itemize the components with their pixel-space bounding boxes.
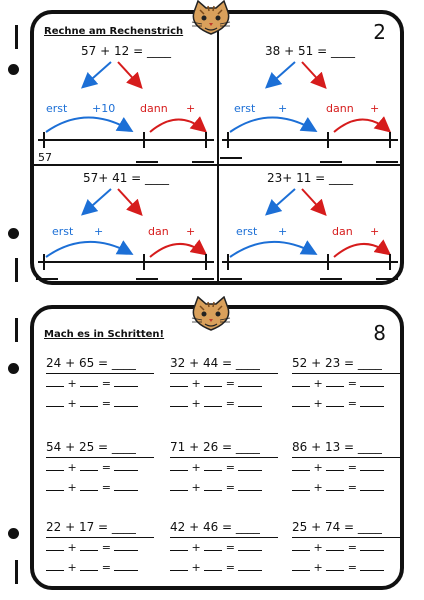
step-row[interactable]: + = [170,458,280,478]
second-step-label: dan [148,225,169,238]
step-row[interactable]: + = [46,374,156,394]
first-step-label: erst [234,102,256,115]
exercise-block [46,437,156,498]
step-row[interactable]: + = [292,538,402,558]
cat-mascot-icon [188,0,234,36]
binder-hole-icon [8,64,19,75]
split-arrow-blue [268,189,295,213]
jump-arc-blue [46,242,130,257]
second-step-label: dann [326,102,354,115]
exercise-block [170,437,280,498]
first-step-label: erst [52,225,74,238]
exercise-block [170,517,280,578]
second-step-label: dan [332,225,353,238]
step-row[interactable]: + = [292,558,402,578]
step-row[interactable]: + = [170,538,280,558]
number-line-task [220,40,400,165]
first-step-op: + [94,225,104,238]
jump-arc-red [334,244,388,257]
step-row[interactable]: + = [170,558,280,578]
step-row[interactable]: + = [292,478,402,498]
task-equation: 57 + 12 = ____ [81,44,171,58]
number-line-task [36,40,216,165]
split-arrow-blue [84,62,111,86]
exercise-equation: 24 + 65 = ____ [46,353,154,374]
worksheet-card-steps [30,305,404,590]
jump-arc-blue [230,242,314,257]
split-arrow-red [118,62,140,86]
page-title: Rechne am Rechenstrich [44,26,184,37]
number-line-task [36,167,216,292]
step-row[interactable]: + = [170,478,280,498]
jump-arc-red [334,119,388,132]
exercise-block [292,437,402,498]
exercise-block [46,517,156,578]
exercise-block [292,353,402,414]
step-row[interactable]: + = [170,374,280,394]
cat-mascot-icon [188,296,234,332]
step-row[interactable]: + = [170,394,280,414]
step-row[interactable]: + = [46,458,156,478]
second-step-op: + [186,102,196,115]
split-arrow-blue [268,62,295,86]
start-value: 57 [38,151,52,164]
exercise-equation: 86 + 13 = ____ [292,437,400,458]
second-step-op: + [370,225,380,238]
first-step-op: + [278,102,288,115]
split-arrow-red [302,62,324,86]
exercise-equation: 25 + 74 = ____ [292,517,400,538]
exercise-equation: 54 + 25 = ____ [46,437,154,458]
exercise-block [170,353,280,414]
exercise-equation: 52 + 23 = ____ [292,353,400,374]
first-step-op: +10 [92,102,116,115]
binder-mark [15,25,18,49]
binder-hole-icon [8,528,19,539]
second-step-op: + [186,225,196,238]
binder-mark [15,258,18,282]
step-row[interactable]: + = [292,458,402,478]
first-step-op: + [278,225,288,238]
exercise-equation: 42 + 46 = ____ [170,517,278,538]
jump-arc-red [150,244,204,257]
step-row[interactable]: + = [46,538,156,558]
binder-hole-icon [8,363,19,374]
task-equation: 57+ 41 = ____ [82,171,170,185]
split-arrow-red [118,189,140,213]
task-equation: 38 + 51 = ____ [265,44,355,58]
exercise-equation: 32 + 44 = ____ [170,353,278,374]
second-step-op: + [370,102,380,115]
exercise-equation: 22 + 17 = ____ [46,517,154,538]
exercise-block [46,353,156,414]
page-number: 2 [373,20,386,44]
binder-mark [15,318,18,342]
first-step-label: erst [236,225,258,238]
exercise-equation: 71 + 26 = ____ [170,437,278,458]
step-row[interactable]: + = [46,394,156,414]
binder-hole-icon [8,228,19,239]
page-title: Mach es in Schritten! [44,329,165,340]
first-step-label: erst [46,102,68,115]
task-equation: 23+ 11 = ____ [266,171,354,185]
jump-arc-blue [230,117,314,132]
second-step-label: dann [140,102,168,115]
binder-mark [15,560,18,584]
step-row[interactable]: + = [46,558,156,578]
page-number: 8 [373,321,386,345]
step-row[interactable]: + = [292,394,402,414]
worksheet-card-number-line [30,10,404,285]
split-arrow-blue [84,189,111,213]
jump-arc-blue [46,117,130,132]
exercise-block [292,517,402,578]
divider-vertical [217,14,219,281]
split-arrow-red [302,189,324,213]
jump-arc-red [150,119,204,132]
step-row[interactable]: + = [292,374,402,394]
step-row[interactable]: + = [46,478,156,498]
number-line-task [220,167,400,292]
